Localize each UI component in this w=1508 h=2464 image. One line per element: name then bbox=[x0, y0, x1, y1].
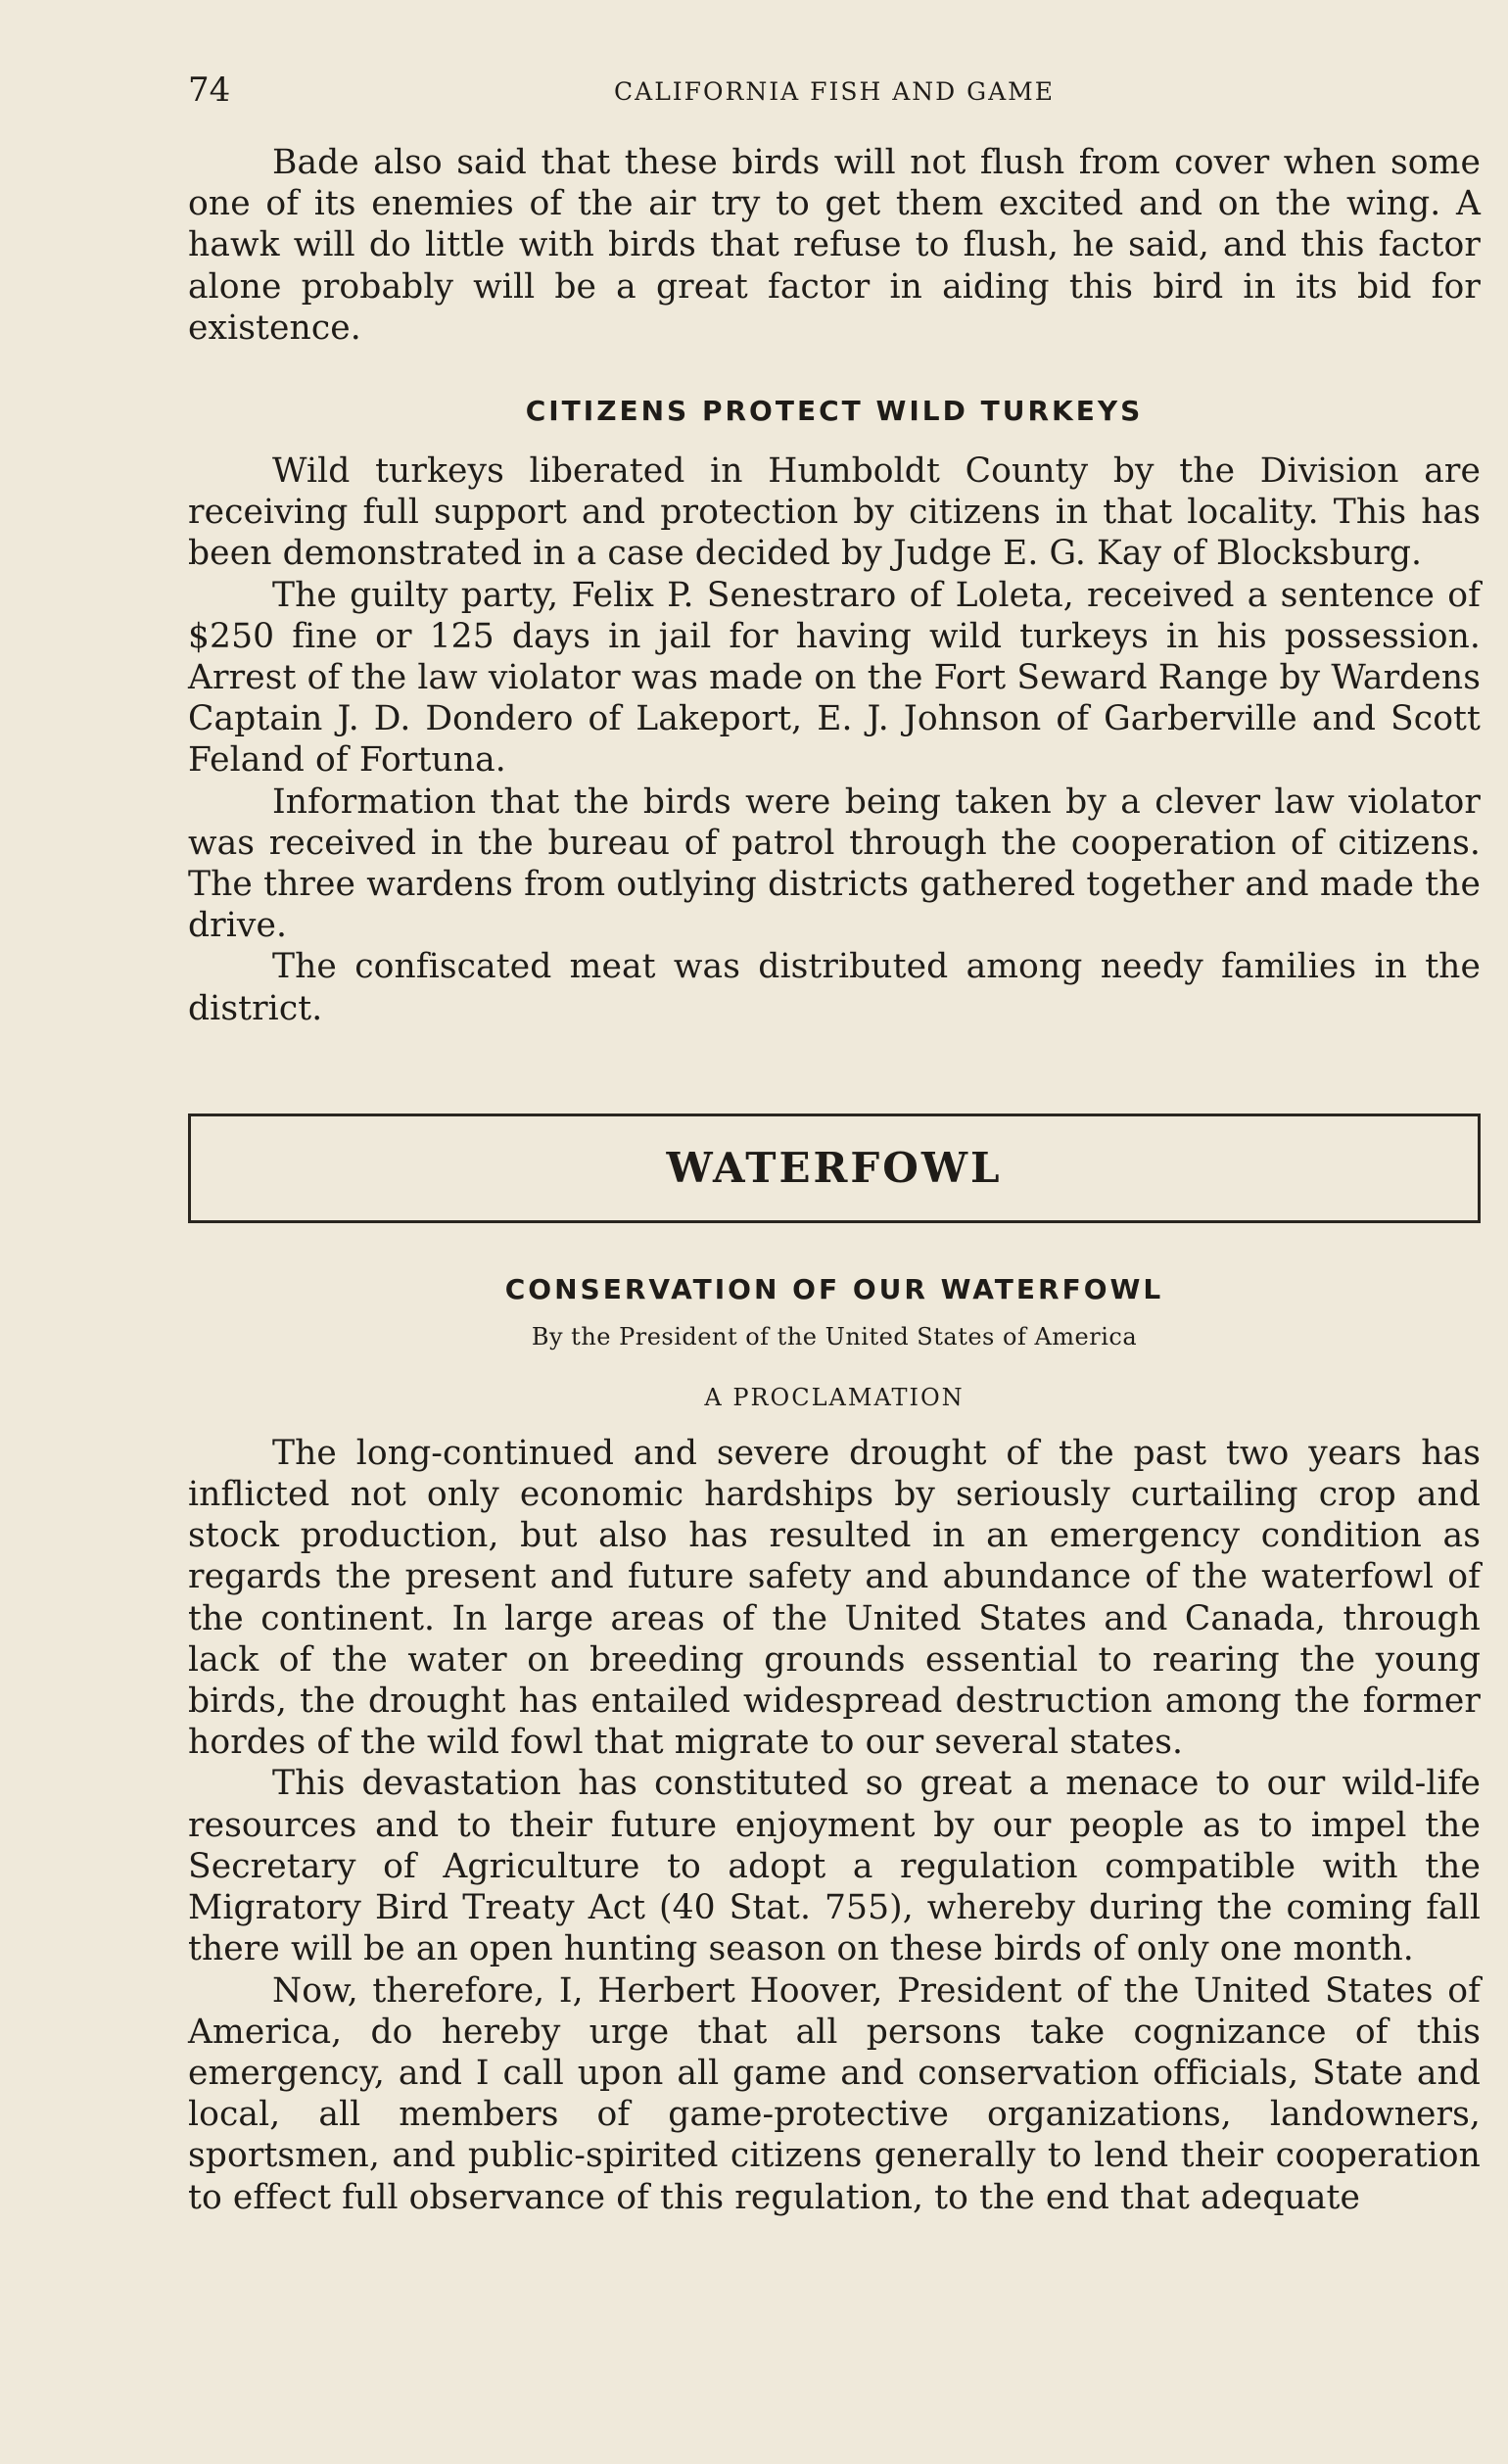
page-number: 74 bbox=[188, 71, 231, 110]
page-content bbox=[188, 142, 1481, 2218]
turkeys-paragraph-3: Information that the birds were being taken by a clever law violator was received in the bureau of patrol through the cooperation of citizens. The three wardens from outlying districts gathered together and made the drive. bbox=[188, 782, 1481, 946]
page-header bbox=[188, 71, 1481, 114]
proclamation-byline: By the President of the United States of America bbox=[531, 1322, 1138, 1350]
proclamation-heading: A PROCLAMATION bbox=[704, 1383, 965, 1411]
waterfowl-paragraph-1: The long-continued and severe drought of the past two years has inflicted not only economic hardships by seriously curtailing crop and stock production, but also has resulted in an emergency condition as regards the present and future safety and abundance of the waterfowl of the continent. In large areas of the United States and Canada, through lack of the water on breeding grounds essential to rearing the young birds, the drought has entailed widespread destruction among the former hordes of the wild fowl that migrate to our several states. bbox=[188, 1433, 1481, 1763]
turkeys-paragraph-4: The confiscated meat was distributed among needy families in the district. bbox=[188, 947, 1481, 1028]
waterfowl-paragraph-2: This devastation has constituted so great a menace to our wild-life resources and to their future enjoyment by our people as to impel the Secretary of Agriculture to adopt a regulation compatible with the Migratory Bird Treaty Act (40 Stat. 755), whereby during the coming fall there will be an open hunting season on these birds of only one month. bbox=[188, 1764, 1481, 1969]
intro-paragraph: Bade also said that these birds will not flush from cover when some one of its enemies of the air try to get them excited and on the wing. A hawk will do little with birds that refuse to flush, he said, and this factor alone probably will be a great factor in aiding this bird in its bid for existence. bbox=[188, 143, 1481, 348]
turkeys-paragraph-1: Wild turkeys liberated in Humboldt County by the Division are receiving full support and protection by citizens in that locality. This has been demonstrated in a case decided by Judge E. G. Kay of Blocksburg. bbox=[188, 451, 1481, 574]
section-title-turkeys: CITIZENS PROTECT WILD TURKEYS bbox=[525, 395, 1144, 428]
waterfowl-box-title: WATERFOWL bbox=[666, 1143, 1003, 1192]
waterfowl-section-box bbox=[188, 1114, 1481, 1223]
turkeys-paragraph-2: The guilty party, Felix P. Senestraro of Loleta, received a sentence of $250 fine or 125 days in jail for having wild turkeys in his possession. Arrest of the law violator was made on the Fort Seward Range by Wardens Captain J. D. Dondero of Lakeport, E. J. Johnson of Garberville and Scott Feland of Fortuna. bbox=[188, 575, 1481, 781]
waterfowl-paragraph-3: Now, therefore, I, Herbert Hoover, President of the United States of America, do hereby urge that all persons take cognizance of this emergency, and I call upon all game and conservation officials, State and local, all members of game-protective organizations, landowners, sportsmen, and public-spirited citizens generally to lend their cooperation to effect full observance of this regulation, to the end that adequate bbox=[188, 1970, 1481, 2217]
section-title-waterfowl: CONSERVATION OF OUR WATERFOWL bbox=[504, 1272, 1164, 1305]
running-head: CALIFORNIA FISH AND GAME bbox=[614, 77, 1055, 106]
